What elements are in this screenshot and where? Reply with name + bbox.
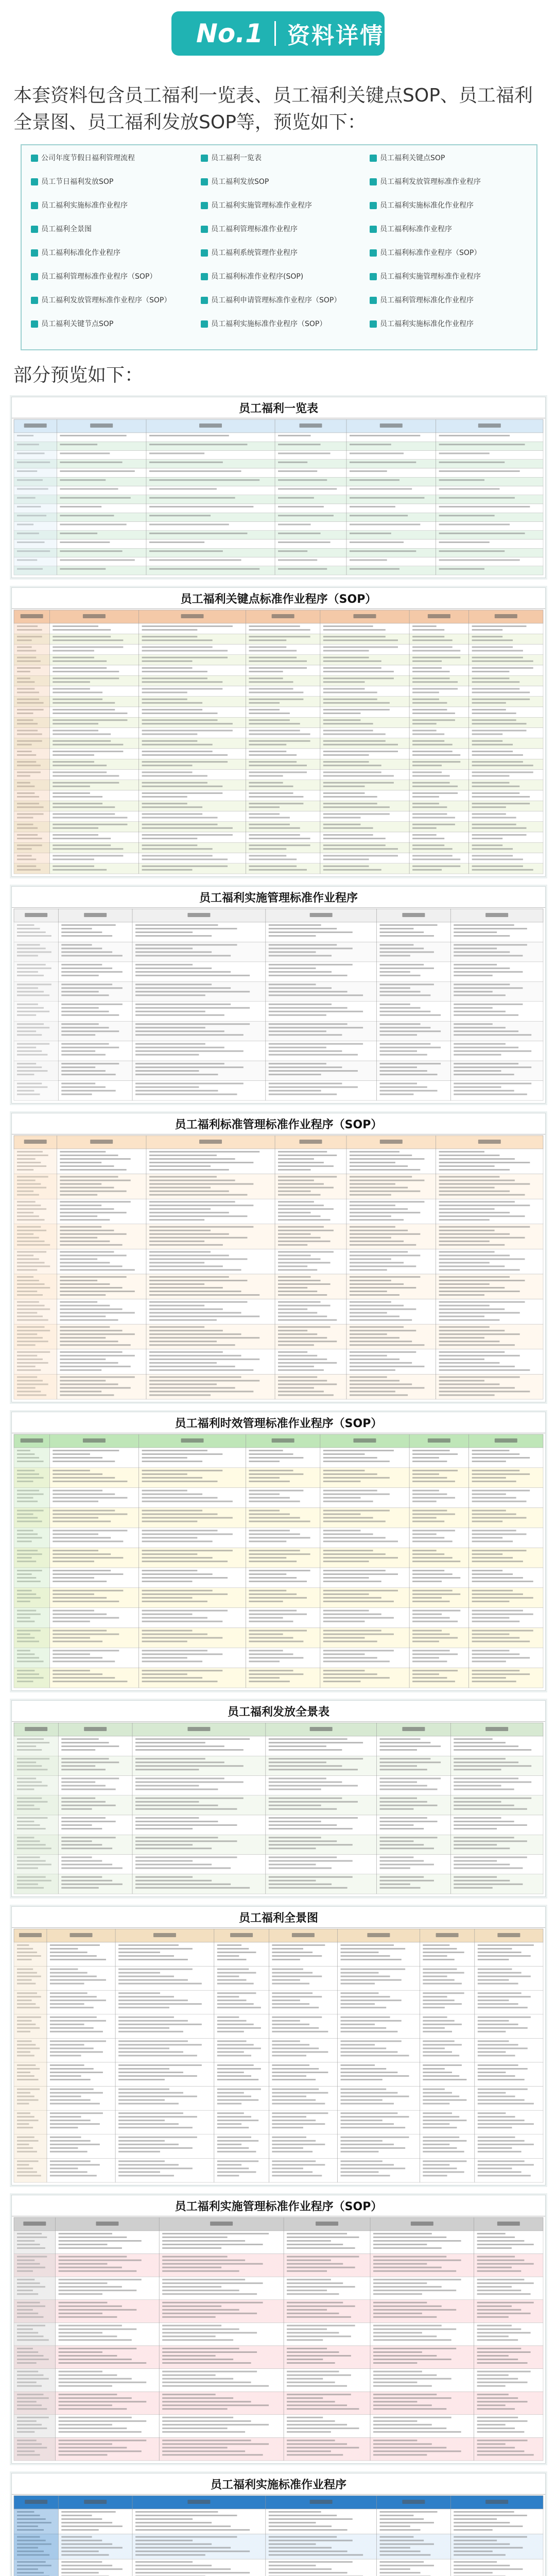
file-list-item bbox=[370, 318, 529, 330]
sheet-preview bbox=[11, 2473, 546, 2576]
sheet-preview bbox=[11, 397, 546, 578]
file-list-item bbox=[201, 152, 360, 164]
sheet-preview bbox=[11, 1113, 546, 1402]
file-icon bbox=[31, 273, 38, 280]
file-icon bbox=[201, 273, 208, 280]
sheet-table bbox=[12, 609, 545, 876]
file-name: 员工福利一览表 bbox=[211, 154, 262, 162]
file-list-item bbox=[370, 200, 529, 211]
file-list-item bbox=[201, 200, 360, 211]
sheet-title: 员工福利标准管理标准作业程序（SOP） bbox=[12, 1113, 545, 1134]
sheet-table bbox=[12, 418, 545, 577]
file-name: 员工福利标准化作业程序 bbox=[41, 249, 120, 257]
file-icon bbox=[201, 320, 208, 328]
file-icon bbox=[31, 226, 38, 233]
file-name: 员工福利申请管理标准作业程序（SOP） bbox=[211, 296, 341, 304]
file-list bbox=[21, 144, 537, 350]
sheet-preview bbox=[11, 1700, 546, 1897]
file-name: 员工福利关键点SOP bbox=[380, 154, 445, 162]
file-list-item bbox=[31, 318, 190, 330]
sheet-table bbox=[12, 908, 545, 1103]
file-name: 员工福利标准作业程序 bbox=[380, 225, 452, 233]
file-list-item bbox=[201, 176, 360, 188]
file-list-item bbox=[201, 318, 360, 330]
file-list-item bbox=[201, 224, 360, 235]
file-list-item bbox=[31, 247, 190, 259]
sheet-title: 员工福利实施管理标准作业程序（SOP） bbox=[12, 2195, 545, 2216]
sheet-table bbox=[12, 1433, 545, 1690]
file-icon bbox=[201, 155, 208, 162]
file-name: 员工福利实施标准化作业程序 bbox=[380, 201, 474, 210]
sheet-preview bbox=[11, 2195, 546, 2464]
file-icon bbox=[31, 249, 38, 257]
file-icon bbox=[201, 249, 208, 257]
sheet-title: 员工福利实施标准作业程序 bbox=[12, 2473, 545, 2495]
header bbox=[0, 0, 556, 72]
file-icon bbox=[31, 297, 38, 304]
file-icon bbox=[201, 178, 208, 185]
file-list-item bbox=[370, 295, 529, 306]
sheet-title: 员工福利实施管理标准作业程序 bbox=[12, 887, 545, 908]
sheet-title: 员工福利全景图 bbox=[12, 1907, 545, 1928]
file-icon bbox=[201, 202, 208, 209]
badge-divider bbox=[274, 21, 276, 46]
intro-text: 本套资料包含员工福利一览表、员工福利关键点SOP、员工福利全景图、员工福利发放SOP等，预览如下： bbox=[13, 85, 533, 133]
file-list-item bbox=[370, 176, 529, 188]
sheet-table bbox=[12, 1928, 545, 2184]
file-list-item bbox=[31, 295, 190, 306]
file-name: 员工福利标准作业程序(SOP) bbox=[211, 273, 304, 281]
sheet-table bbox=[12, 1134, 545, 1401]
sheet-table bbox=[12, 2495, 545, 2576]
file-name: 员工福利实施标准化作业程序 bbox=[380, 320, 474, 328]
file-name: 员工福利实施管理标准作业程序 bbox=[211, 201, 312, 210]
sheet-table bbox=[12, 2216, 545, 2463]
sheet-preview bbox=[11, 886, 546, 1104]
file-icon bbox=[370, 320, 377, 328]
file-name: 员工福利发放SOP bbox=[211, 178, 269, 186]
file-list-item bbox=[31, 176, 190, 188]
file-list-item bbox=[370, 271, 529, 282]
file-name: 员工福利全景图 bbox=[41, 225, 92, 233]
file-list-item bbox=[370, 152, 529, 164]
file-icon bbox=[370, 249, 377, 257]
sheet-preview bbox=[11, 587, 546, 877]
file-icon bbox=[370, 273, 377, 280]
file-list-item bbox=[31, 224, 190, 235]
file-name: 员工节日福利发放SOP bbox=[41, 178, 114, 186]
file-name: 员工福利管理标准作业程序（SOP） bbox=[41, 273, 157, 281]
file-name: 员工福利管理标准化作业程序 bbox=[380, 296, 474, 304]
file-name: 员工福利关键节点SOP bbox=[41, 320, 114, 328]
file-icon bbox=[370, 226, 377, 233]
file-icon bbox=[31, 320, 38, 328]
sheet-title: 员工福利时效管理标准作业程序（SOP） bbox=[12, 1412, 545, 1433]
file-icon bbox=[370, 202, 377, 209]
file-list-item bbox=[201, 271, 360, 282]
section-title: 资料详情 bbox=[287, 23, 384, 49]
sheet-title: 员工福利发放全景表 bbox=[12, 1701, 545, 1722]
sheet-title: 员工福利关键点标准作业程序（SOP） bbox=[12, 588, 545, 609]
file-name: 员工福利发放管理标准作业程序（SOP） bbox=[41, 296, 171, 304]
file-name: 员工福利管理标准作业程序 bbox=[211, 225, 298, 233]
file-icon bbox=[370, 178, 377, 185]
file-icon bbox=[201, 226, 208, 233]
file-name: 公司年度节假日福利管理流程 bbox=[41, 154, 135, 162]
file-icon bbox=[31, 155, 38, 162]
file-name: 员工福利实施标准作业程序（SOP） bbox=[211, 320, 327, 328]
file-list-item bbox=[201, 295, 360, 306]
file-icon bbox=[31, 202, 38, 209]
file-list-item bbox=[31, 152, 190, 164]
sheet-preview bbox=[11, 1412, 546, 1691]
file-list-item bbox=[370, 224, 529, 235]
file-name: 员工福利系统管理作业程序 bbox=[211, 249, 298, 257]
file-name: 员工福利实施管理标准作业程序 bbox=[380, 273, 481, 281]
sheet-preview bbox=[11, 1906, 546, 2185]
file-list-item bbox=[201, 247, 360, 259]
file-icon bbox=[31, 178, 38, 185]
preview-label: 部分预览如下： bbox=[13, 365, 144, 386]
section-number: No.1 bbox=[196, 19, 263, 48]
sheet-table bbox=[12, 1722, 545, 1896]
file-list-item bbox=[31, 271, 190, 282]
file-list-item bbox=[370, 247, 529, 259]
file-icon bbox=[370, 155, 377, 162]
file-icon bbox=[201, 297, 208, 304]
file-icon bbox=[370, 297, 377, 304]
sheet-title: 员工福利一览表 bbox=[12, 397, 545, 418]
file-list-item bbox=[31, 200, 190, 211]
file-name: 员工福利标准作业程序（SOP） bbox=[380, 249, 481, 257]
section-badge bbox=[171, 11, 385, 56]
file-name: 员工福利发放管理标准作业程序 bbox=[380, 178, 481, 186]
file-name: 员工福利实施标准作业程序 bbox=[41, 201, 128, 210]
